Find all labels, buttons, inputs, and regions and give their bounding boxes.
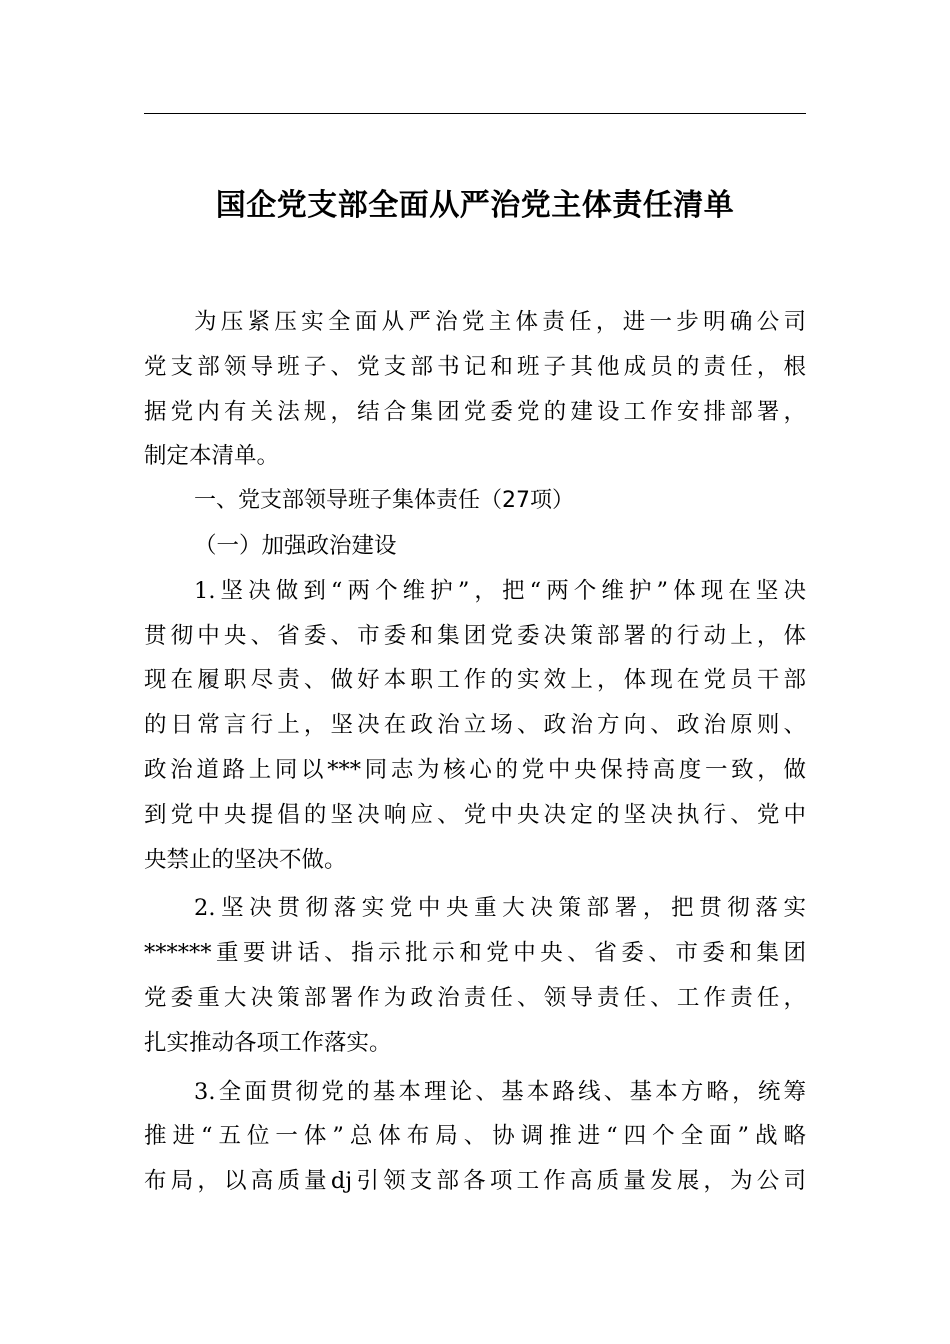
item-1-line: 现在履职尽责、做好本职工作的实效上，体现在党员干部 bbox=[144, 667, 806, 694]
intro-line: 据党内有关法规，结合集团党委党的建设工作安排部署， bbox=[144, 398, 806, 425]
item-3-line: 推进“五位一体”总体布局、协调推进“四个全面”战略 bbox=[144, 1123, 806, 1150]
header-rule bbox=[144, 113, 806, 114]
item-1-line: 1.坚决做到“两个维护”，把“两个维护”体现在坚决 bbox=[194, 577, 806, 604]
item-2-line: 2.坚决贯彻落实党中央重大决策部署，把贯彻落实 bbox=[194, 895, 806, 922]
item-2-line: 党委重大决策部署作为政治责任、领导责任、工作责任， bbox=[144, 984, 806, 1011]
item-1-line: 到党中央提倡的坚决响应、党中央决定的坚决执行、党中 bbox=[144, 801, 806, 828]
item-2-line: ******重要讲话、指示批示和党中央、省委、市委和集团 bbox=[144, 940, 806, 967]
intro-line: 为压紧压实全面从严治党主体责任，进一步明确公司 bbox=[194, 309, 806, 335]
item-1-line: 政治道路上同以***同志为核心的党中央保持高度一致，做 bbox=[144, 756, 806, 783]
item-2-line: 扎实推动各项工作落实。 bbox=[144, 1029, 392, 1056]
item-1-line: 央禁止的坚决不做。 bbox=[144, 846, 347, 873]
item-1-line: 贯彻中央、省委、市委和集团党委决策部署的行动上，体 bbox=[144, 622, 806, 649]
section-heading: 一、党支部领导班子集体责任（27项） bbox=[194, 488, 574, 514]
item-3-line: 布局，以高质量dj引领支部各项工作高质量发展，为公司 bbox=[144, 1168, 806, 1195]
intro-line: 党支部领导班子、党支部书记和班子其他成员的责任，根 bbox=[144, 353, 806, 380]
document-body bbox=[144, 300, 806, 1204]
item-3-line: 3.全面贯彻党的基本理论、基本路线、基本方略，统筹 bbox=[194, 1078, 806, 1105]
subsection-heading: （一）加强政治建设 bbox=[194, 532, 397, 559]
document-title: 国企党支部全面从严治党主体责任清单 bbox=[215, 188, 735, 223]
intro-line: 制定本清单。 bbox=[144, 443, 280, 470]
item-1-line: 的日常言行上，坚决在政治立场、政治方向、政治原则、 bbox=[144, 712, 806, 739]
